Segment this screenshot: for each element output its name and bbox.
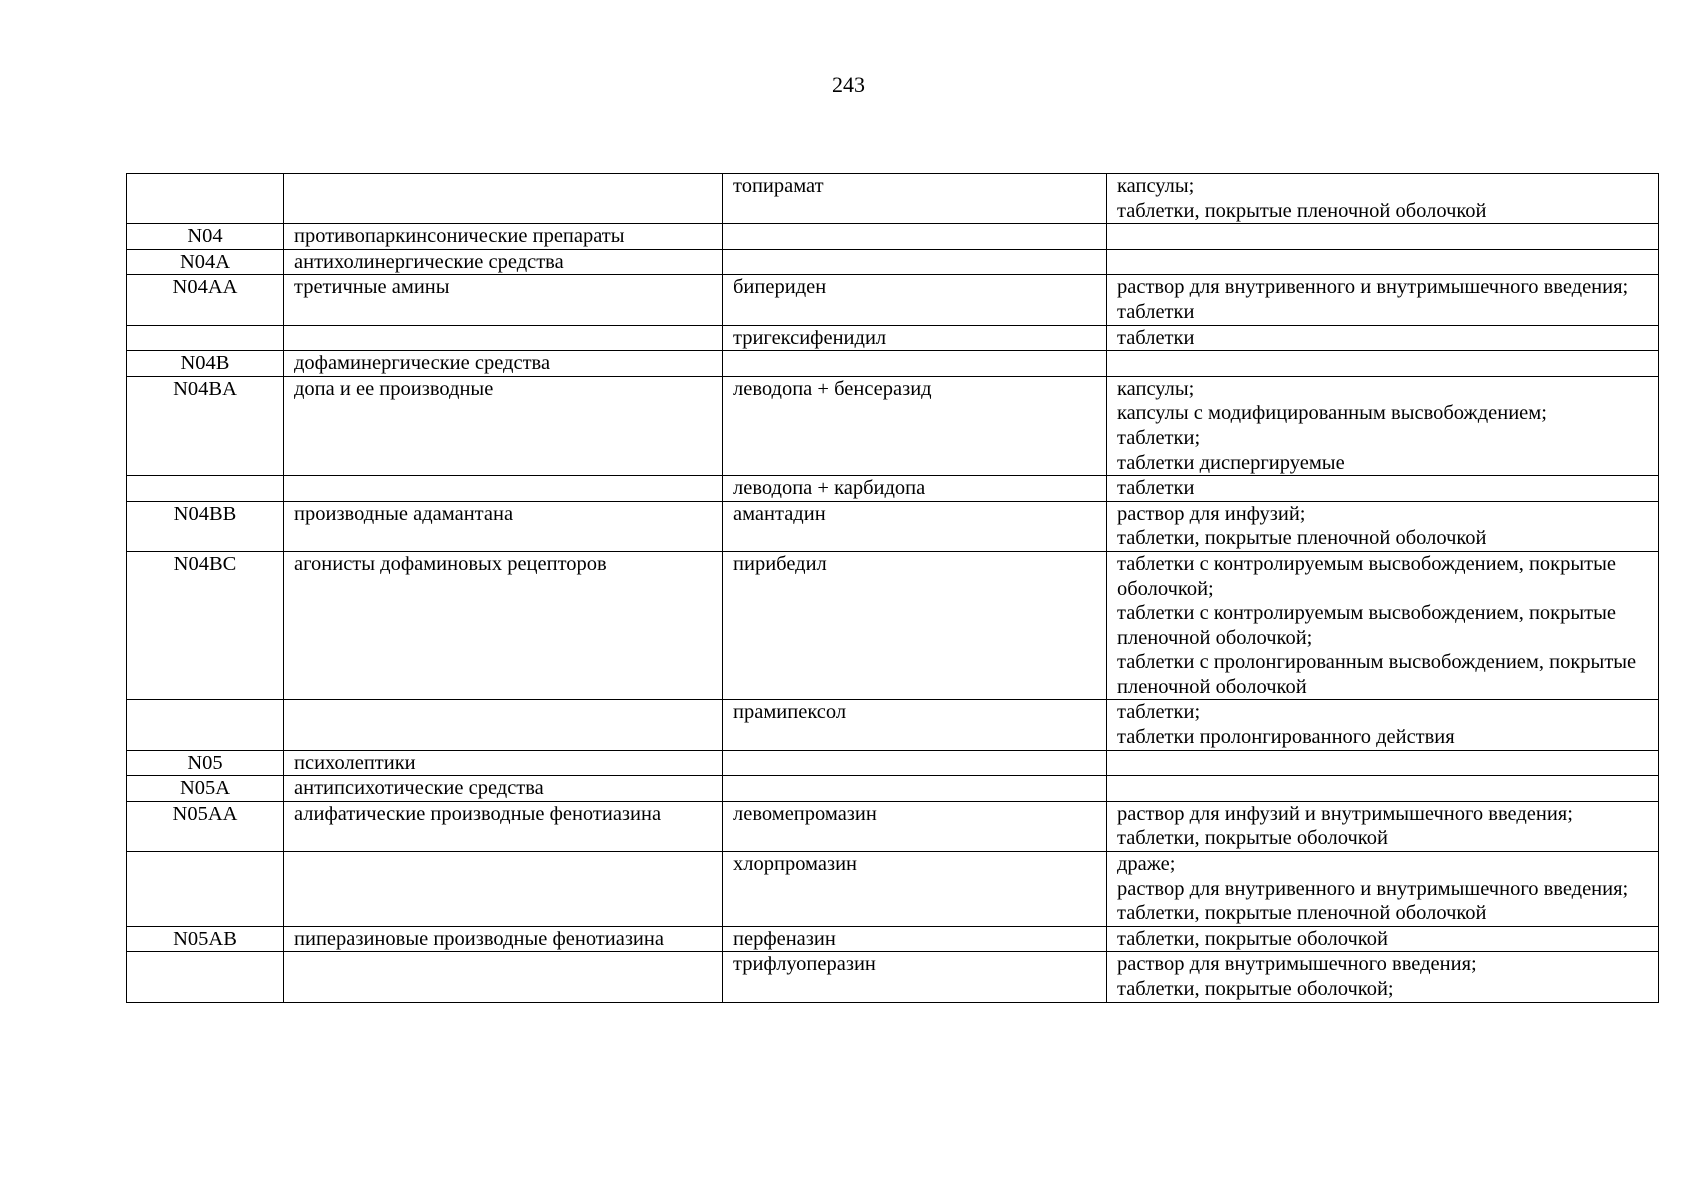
atc-code-cell: N05A	[127, 776, 284, 802]
drug-name-cell: леводопа + карбидопа	[723, 476, 1107, 502]
table-row	[127, 852, 1659, 927]
table-row	[127, 351, 1659, 377]
drug-name-cell: левомепромазин	[723, 801, 1107, 851]
dosage-forms-cell	[1107, 224, 1659, 250]
dosage-forms-cell: таблетки	[1107, 325, 1659, 351]
drug-name-cell: трифлуоперазин	[723, 952, 1107, 1002]
dosage-forms-cell: раствор для инфузий; таблетки, покрытые пленочной оболочкой	[1107, 501, 1659, 551]
dosage-forms-cell	[1107, 351, 1659, 377]
group-name-cell: антипсихотические средства	[284, 776, 723, 802]
dosage-forms-cell	[1107, 249, 1659, 275]
page-number: 243	[832, 72, 865, 97]
drug-name-cell: леводопа + бенсеразид	[723, 376, 1107, 475]
atc-code-cell: N04AA	[127, 275, 284, 325]
drug-name-cell: бипериден	[723, 275, 1107, 325]
atc-code-cell	[127, 852, 284, 927]
group-name-cell: производные адамантана	[284, 501, 723, 551]
drug-name-cell	[723, 351, 1107, 377]
dosage-forms-cell: раствор для инфузий и внутримышечного введения; таблетки, покрытые оболочкой	[1107, 801, 1659, 851]
atc-code-cell	[127, 174, 284, 224]
group-name-cell: пиперазиновые производные фенотиазина	[284, 926, 723, 952]
drug-name-cell	[723, 750, 1107, 776]
atc-code-cell	[127, 325, 284, 351]
dosage-forms-cell: таблетки	[1107, 476, 1659, 502]
drug-name-cell: перфеназин	[723, 926, 1107, 952]
dosage-forms-cell: таблетки; таблетки пролонгированного действия	[1107, 700, 1659, 750]
table-row	[127, 325, 1659, 351]
table-row	[127, 750, 1659, 776]
group-name-cell: антихолинергические средства	[284, 249, 723, 275]
dosage-forms-cell: таблетки с контролируемым высвобождением, покрытые оболочкой; таблетки с контролируемым высвобождением, покрытые пленочной оболочкой; таблетки с пролонгированным высвобождением, покрытые пленочной оболочкой	[1107, 551, 1659, 700]
table-row	[127, 376, 1659, 475]
atc-code-cell: N04BA	[127, 376, 284, 475]
dosage-forms-cell	[1107, 776, 1659, 802]
drug-name-cell	[723, 776, 1107, 802]
atc-code-cell: N04A	[127, 249, 284, 275]
atc-code-cell	[127, 700, 284, 750]
drug-table-body	[127, 174, 1659, 1003]
drug-name-cell	[723, 224, 1107, 250]
table-row	[127, 476, 1659, 502]
drug-name-cell: хлорпромазин	[723, 852, 1107, 927]
table-row	[127, 551, 1659, 700]
atc-code-cell: N05AB	[127, 926, 284, 952]
dosage-forms-cell: таблетки, покрытые оболочкой	[1107, 926, 1659, 952]
atc-code-cell: N04BB	[127, 501, 284, 551]
group-name-cell	[284, 852, 723, 927]
dosage-forms-cell: капсулы; таблетки, покрытые пленочной оболочкой	[1107, 174, 1659, 224]
drug-name-cell: тригексифенидил	[723, 325, 1107, 351]
drug-name-cell: прамипексол	[723, 700, 1107, 750]
table-row	[127, 174, 1659, 224]
atc-code-cell: N04B	[127, 351, 284, 377]
drug-name-cell: пирибедил	[723, 551, 1107, 700]
dosage-forms-cell	[1107, 750, 1659, 776]
table-row	[127, 926, 1659, 952]
table-row	[127, 249, 1659, 275]
group-name-cell: третичные амины	[284, 275, 723, 325]
group-name-cell: дофаминергические средства	[284, 351, 723, 377]
group-name-cell	[284, 476, 723, 502]
drug-table	[126, 173, 1659, 1003]
group-name-cell: противопаркинсонические препараты	[284, 224, 723, 250]
group-name-cell	[284, 700, 723, 750]
dosage-forms-cell: драже; раствор для внутривенного и внутримышечного введения; таблетки, покрытые пленочной оболочкой	[1107, 852, 1659, 927]
atc-code-cell	[127, 952, 284, 1002]
group-name-cell	[284, 325, 723, 351]
group-name-cell: психолептики	[284, 750, 723, 776]
drug-name-cell	[723, 249, 1107, 275]
atc-code-cell: N05AA	[127, 801, 284, 851]
dosage-forms-cell: раствор для внутримышечного введения; таблетки, покрытые оболочкой;	[1107, 952, 1659, 1002]
group-name-cell: алифатические производные фенотиазина	[284, 801, 723, 851]
drug-name-cell: амантадин	[723, 501, 1107, 551]
atc-code-cell: N05	[127, 750, 284, 776]
table-row	[127, 952, 1659, 1002]
table-row	[127, 801, 1659, 851]
atc-code-cell: N04	[127, 224, 284, 250]
drug-name-cell: топирамат	[723, 174, 1107, 224]
dosage-forms-cell: капсулы; капсулы с модифицированным высвобождением; таблетки; таблетки диспергируемые	[1107, 376, 1659, 475]
group-name-cell	[284, 174, 723, 224]
group-name-cell: допа и ее производные	[284, 376, 723, 475]
group-name-cell	[284, 952, 723, 1002]
table-row	[127, 501, 1659, 551]
table-row	[127, 275, 1659, 325]
table-row	[127, 700, 1659, 750]
group-name-cell: агонисты дофаминовых рецепторов	[284, 551, 723, 700]
atc-code-cell	[127, 476, 284, 502]
atc-code-cell: N04BC	[127, 551, 284, 700]
dosage-forms-cell: раствор для внутривенного и внутримышечного введения; таблетки	[1107, 275, 1659, 325]
table-row	[127, 224, 1659, 250]
table-row	[127, 776, 1659, 802]
